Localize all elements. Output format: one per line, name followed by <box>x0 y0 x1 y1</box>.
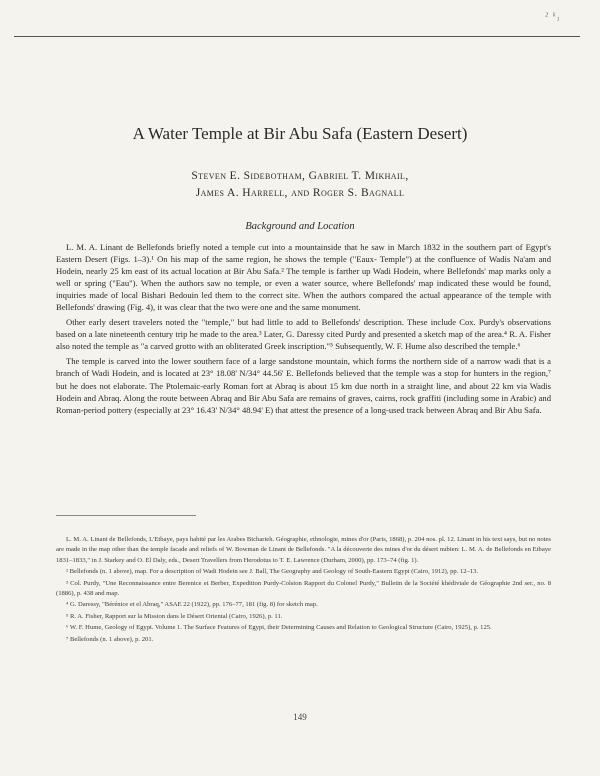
footnote: ⁴ G. Daressy, "Bérénice et el Abraq," ASAE 22 (1922), pp. 176–77, 181 (fig. 8) for sketch map. <box>66 601 318 609</box>
body-paragraph: The temple is carved into the lower southern face of a large sandstone mountain, which forms the northern side of a narrow wadi that is a branch of Wadi Hodein, and is located at 23° 18.08' N/34° 44.56' E. Bellefonds believed that the temple was a stop for hunters in the region,⁷ but he does not elaborate. The Ptolemaic-early Roman fort at Abraq is about 15 km due north in a straight line, and about 22 km via Wadis Hodein and Abraq. Along the route between Abraq and Bir Abu Safa are remains of graves, cairns, rock graffiti (including some in Arabic) and Roman-period pottery (especially at 23° 16.43' N/34° 48.94' E) that attest the presence of a long-used track between Abraq and Bir Abu Safa. <box>56 356 551 415</box>
author-block <box>0 168 600 202</box>
page-corner-mark: ² ᵏ₁ <box>545 11 561 22</box>
header-rule <box>14 36 580 37</box>
footnote: ³ Col. Purdy, "Une Reconnaissance entre Berenice et Berber, Expedition Purdy-Colston Rapport du Colonel Purdy," Bulletin de la Société khédiviale de Géographie 2nd ser., no. 8 (1886), p. 438 and map. <box>56 579 551 598</box>
article-body <box>56 241 551 419</box>
authors-line-1: Steven E. Sidebotham, Gabriel T. Mikhail, <box>191 170 409 182</box>
footnote: L. M. A. Linant de Bellefonds, L'Etbaye, pays habité par les Arabes Bicharieh. Géographie, ethnologie, mines d'or (Paris, 1868), p. 204 nos. pl. 12. Linant in his text says, but no notes are made in the map other than the temple facade and reliefs of W. Bowman de Linant de Bellefonds. "A la découverte des mines d'or du désert nubien: L. M. A. de Bellefonds en Etbaye 1831–1833," in J. Starkey and O. El Daly, eds., Desert Travellers from Herodotus to T. E. Lawrence (Durham, 2000), pp. 173–74 (fig. 1). <box>56 536 551 564</box>
body-paragraph: L. M. A. Linant de Bellefonds briefly noted a temple cut into a mountainside that he saw in March 1832 in the southern part of Egypt's Eastern Desert (Figs. 1–3).¹ On his map of the same region, he shows the temple ("Eaux- Temple") at the confluence of Wadis Na'am and Hodein, nearly 25 km east of its actual location at Bir Abu Safa.² The temple is farther up Wadi Hodein, where Bellefonds' map marks only a well or spring ("Eau"). When the authors saw no temple, or even a water source, where Bellefonds' map indicated these would be found, inquiries made of local Bishari Bedouin led them to the correct site. When the authors compared the actual appearance of the temple with Bellefonds' drawing (Fig. 4), it was clear that the two were one and the same monument. <box>56 242 551 313</box>
footnote: ⁵ R. A. Fisher, Rapport sur la Mission dans le Désert Oriental (Cairo, 1926), p. 11. <box>66 612 283 620</box>
body-paragraph: Other early desert travelers noted the "temple," but had little to add to Bellefonds' description. These include Cox. Purdy's observations based on a late nineteenth century trip he made to the area.³ Later, G. Daressy cited Purdy and presented a sketch map of the area.⁴ R. A. Fisher also noted the temple as "a carved grotto with an obliterated Greek inscription."⁵ Subsequently, W. F. Hume also described the temple.⁶ <box>56 317 551 352</box>
section-heading: Background and Location <box>245 221 355 232</box>
footnote: ⁷ Bellefonds (n. 1 above), p. 201. <box>66 635 154 643</box>
page-number: 149 <box>293 712 307 722</box>
footnotes <box>56 535 551 646</box>
authors-line-2: James A. Harrell, and Roger S. Bagnall <box>195 187 405 199</box>
footnote: ² Bellefonds (n. 1 above), map. For a description of Wadi Hodein see J. Ball, The Geography and Geology of South-Eastern Egypt (Cairo, 1912), pp. 12–13. <box>66 568 479 576</box>
footnote-rule <box>56 515 196 516</box>
article-title: A Water Temple at Bir Abu Safa (Eastern Desert) <box>132 124 468 143</box>
footnote: ⁶ W. F. Hume, Geology of Egypt. Volume 1. The Surface Features of Egypt, their Determining Causes and Relation to Geological Structure (Cairo, 1925), p. 125. <box>66 624 492 632</box>
